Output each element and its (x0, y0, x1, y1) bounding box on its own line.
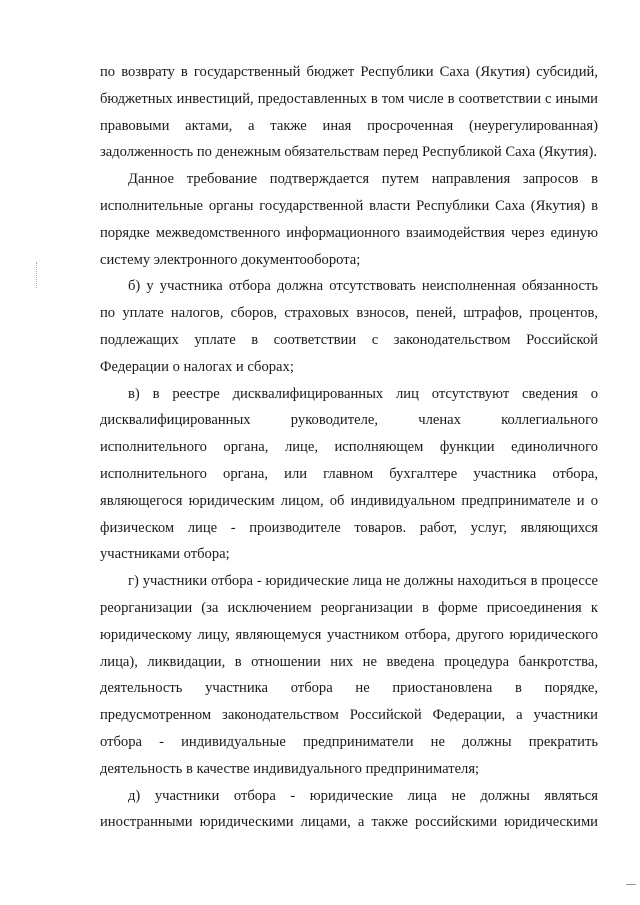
paragraph-requirement-confirmation: Данное требование подтверждается путем направления запросов в исполнительные органы государственной власти Республики Саха (Якутия) в порядке межведомственного информационного взаимодействия через единую систему электронного документооборота; (100, 171, 598, 268)
corner-mark (626, 884, 636, 885)
paragraph-continuation: по возврату в государственный бюджет Республики Саха (Якутия) субсидий, бюджетных инвестиций, предоставленных в том числе в соответствии с иными правовыми актами, а также иная просроченная (неурегулированная) задолженность по денежным обязательствам перед Республикой Саха (Якутия). (100, 64, 598, 161)
paragraph-item-g: г) участники отбора - юридические лица не должны находиться в процессе реорганизации (за исключением реорганизации в форме присоединения к юридическому лицу, являющемуся участником отбора, другого юридического лица), ликвидации, в отношении них не введена процедура банкротства, деятельность участника отбора не приостановлена в порядке, предусмотренном законодательством Российской Федерации, а участники отбора - индивидуальные предприниматели не должны прекратить деятельность в качестве индивидуального предпринимателя; (100, 573, 598, 777)
paragraph-item-b: б) у участника отбора должна отсутствовать неисполненная обязанность по уплате налогов, сборов, страховых взносов, пеней, штрафов, процентов, подлежащих уплате в соответствии с законодательством Российской Федерации о налогах и сборах; (100, 278, 598, 375)
document-body (100, 59, 598, 836)
margin-mark (36, 262, 38, 288)
paragraph-item-v: в) в реестре дисквалифицированных лиц отсутствуют сведения о дисквалифицированных руководителе, членах коллегиального исполнительного органа, лице, исполняющем функции единоличного исполнительного органа, или главном бухгалтере участника отбора, являющегося юридическим лицом, об индивидуальном предпринимателе и о физическом лице - производителе товаров. работ, услуг, являющихся участниками отбора; (100, 385, 598, 563)
paragraph-item-d: д) участники отбора - юридические лица не должны являться иностранными юридическими лицами, а также российскими юридическими (100, 787, 598, 831)
